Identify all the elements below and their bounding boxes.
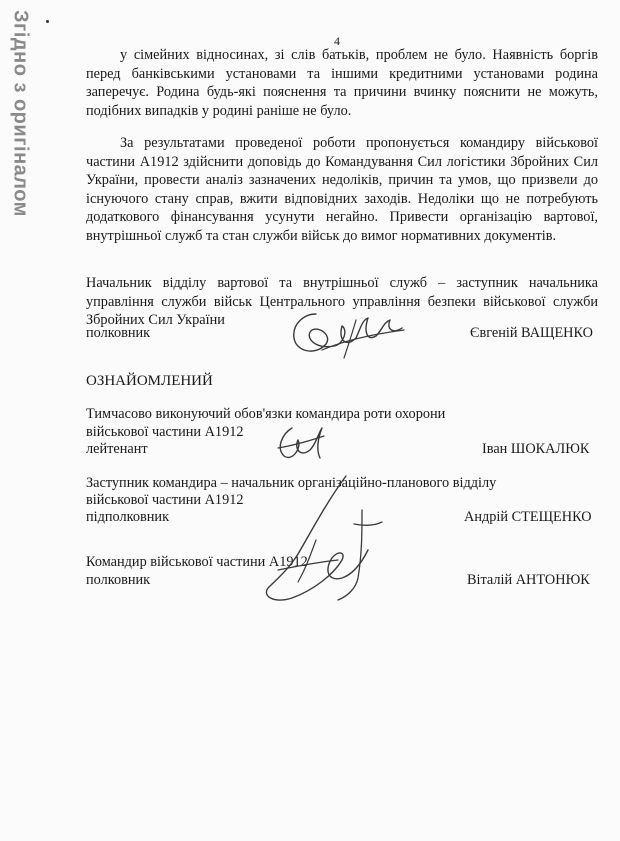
signer-3-name: Андрій СТЕЩЕНКО xyxy=(464,509,592,525)
signer-4-rank: полковник xyxy=(86,572,151,588)
acquainted-heading: ОЗНАЙОМЛЕНИЙ xyxy=(86,373,213,389)
stamp-text: Згідно з оригіналом xyxy=(9,10,32,217)
signer-4-position-line1: Командир військової частини А1912 xyxy=(86,554,308,570)
signature-main xyxy=(286,300,416,362)
signer-3-rank: підполковник xyxy=(86,509,170,525)
scan-dot xyxy=(46,20,49,23)
signer-main-name: Євгеній ВАЩЕНКО xyxy=(470,325,594,341)
paragraph-proposal: За результатами проведеної роботи пропонується командиру військової частини А1912 здійснити доповідь до Командування Сил логістики Збройних Сил України, провести аналіз зазначених недоліків, причин та умов, що призвели до існуючого стану справ, вжити відповідних заходів. Недоліки що не потребують додаткового фінансування усунути негайно. Привести організацію вартової, внутрішньої служб та стан служби військ до вимог нормативних документів. xyxy=(86,135,598,244)
signer-main-position: Начальник відділу вартової та внутрішньої служб – заступник начальника управління служби військ Центрального управління безпеки військової служби Збройних Сил України xyxy=(86,275,598,329)
signer-2-rank: лейтенант xyxy=(86,441,148,457)
paragraph-family-relations: у сімейних відносинах, зі слів батьків, проблем не було. Наявність боргів перед банківськими установами та іншими кредитними установами родина заперечує. Родина будь-які пояснення та причини вчинку пояснити не можуть, подібних випадків у родині раніше не було. xyxy=(86,47,598,119)
signer-2-position-line2: військової частини А1912 xyxy=(86,424,244,440)
signer-3-position-line2: військової частини А1912 xyxy=(86,492,244,508)
copy-certification-stamp xyxy=(2,10,38,240)
signer-3-position-line1: Заступник командира – начальник організаційно-планового відділу xyxy=(86,475,497,491)
signer-main-rank: полковник xyxy=(86,325,151,341)
signer-2-position-line1: Тимчасово виконуючий обов'язки командира роти охорони xyxy=(86,406,446,422)
signature-commander xyxy=(258,470,398,620)
page-number: 4 xyxy=(334,34,340,48)
signature-2 xyxy=(270,418,330,468)
signer-2-name: Іван ШОКАЛЮК xyxy=(482,441,590,457)
signer-4-name: Віталій АНТОНЮК xyxy=(467,572,590,588)
